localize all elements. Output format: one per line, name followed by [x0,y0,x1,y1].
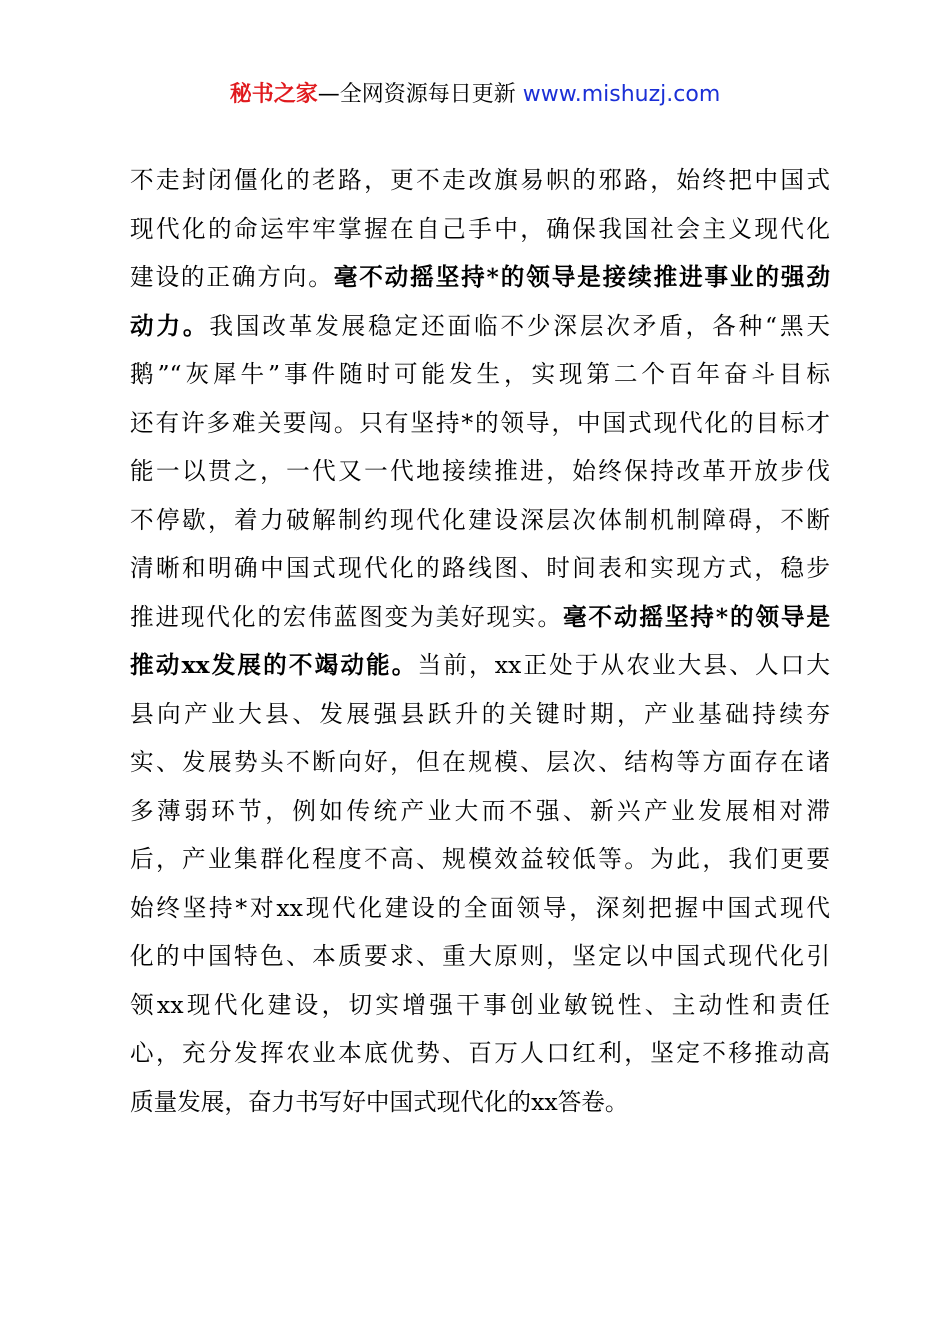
text-line [130,1029,830,1078]
text-segment: 多薄弱环节，例如传统产业大而不强、新兴产业发展相对滞 [130,796,830,825]
page-header [0,80,950,110]
text-line [130,981,830,1030]
site-url[interactable]: www.mishuzj.com [522,82,721,107]
text-line [130,932,830,981]
bold-text-segment: 动力。 [130,311,210,340]
text-line [130,350,830,399]
text-line [130,496,830,545]
text-segment: 清晰和明确中国式现代化的路线图、时间表和实现方式，稳步 [130,554,830,582]
text-line [130,399,830,448]
text-segment: 推进现代化的宏伟蓝图变为美好现实。 [130,602,563,631]
text-segment: 我国改革发展稳定还面临不少深层次矛盾，各种“黑天 [209,311,831,340]
text-line [130,447,830,496]
text-segment: 始终坚持*对xx现代化建设的全面领导，深刻把握中国式现代 [130,893,830,922]
text-line [130,205,830,254]
text-segment: 质量发展，奋力书写好中国式现代化的xx答卷。 [130,1087,629,1116]
text-line [130,1078,830,1127]
text-line [130,787,830,836]
text-segment: 化的中国特色、本质要求、重大原则，坚定以中国式现代化引 [130,942,830,970]
text-segment: 心，充分发挥农业本底优势、百万人口红利，坚定不移推动高 [130,1039,830,1067]
text-line [130,156,830,205]
text-segment: 不走封闭僵化的老路，更不走改旗易帜的邪路，始终把中国式 [130,166,830,194]
document-body [130,156,830,1126]
text-segment: 后，产业集群化程度不高、规模效益较低等。为此，我们更要 [130,845,830,873]
text-line [130,738,830,787]
text-line [130,593,830,642]
text-segment: 领xx现代化建设，切实增强干事创业敏锐性、主动性和责任 [130,990,830,1019]
text-segment: 实、发展势头不断向好，但在规模、层次、结构等方面存在诸 [130,748,830,776]
bold-text-segment: 推动xx发展的不竭动能。 [130,651,418,679]
text-segment: 还有许多难关要闯。只有坚持*的领导，中国式现代化的目标才 [130,408,830,437]
text-segment: 能一以贯之，一代又一代地接续推进，始终保持改革开放步伐 [130,457,830,485]
text-line [130,544,830,593]
text-line [130,835,830,884]
text-segment: 建设的正确方向。 [130,263,334,291]
text-line [130,884,830,933]
bold-text-segment: 毫不动摇坚持*的领导是 [562,602,830,631]
text-segment: 现代化的命运牢牢掌握在自己手中，确保我国社会主义现代化 [130,214,830,243]
text-segment: 不停歇，着力破解制约现代化建设深层次体制机制障碍，不断 [130,505,830,534]
text-segment: 县向产业大县、发展强县跃升的关键时期，产业基础持续夯 [130,699,830,728]
text-line [130,641,830,690]
text-line [130,302,830,351]
text-segment: 鹅”“灰犀牛”事件随时可能发生，实现第二个百年奋斗目标 [130,360,830,388]
text-line [130,690,830,739]
text-segment: 当前，xx正处于从农业大县、人口大 [417,651,830,679]
brand-name: 秘书之家 [229,82,318,107]
text-line [130,253,830,302]
bold-text-segment: 毫不动摇坚持*的领导是接续推进事业的强劲 [333,263,830,291]
header-tagline: —全网资源每日更新 [317,82,523,107]
